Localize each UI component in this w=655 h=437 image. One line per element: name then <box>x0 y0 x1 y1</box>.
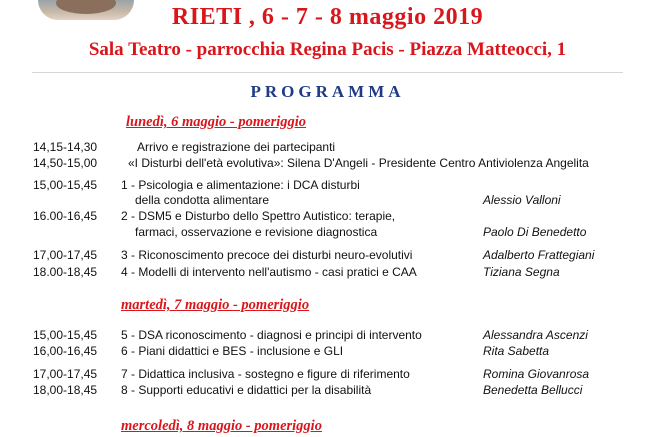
row-time: 17,00-17,45 <box>33 248 98 262</box>
row-speaker: Paolo Di Benedetto <box>483 225 587 239</box>
row-text: farmaci, osservazione e revisione diagnostica <box>135 225 378 239</box>
row-time: 14,15-14,30 <box>33 140 98 154</box>
row-text: Arrivo e registrazione dei partecipanti <box>137 140 336 154</box>
row-time: 15,00-15,45 <box>33 328 98 342</box>
row-text: 1 - Psicologia e alimentazione: i DCA disturbi <box>121 178 360 192</box>
row-speaker: Romina Giovanrosa <box>483 367 590 381</box>
row-text: 6 - Piani didattici e BES - inclusione e GLI <box>121 344 344 358</box>
event-title: RIETI , 6 - 7 - 8 maggio 2019 <box>171 4 484 30</box>
header-divider <box>32 72 623 73</box>
row-text: 2 - DSM5 e Disturbo dello Spettro Autistico: terapie, <box>121 209 396 223</box>
event-venue: Sala Teatro - parrocchia Regina Pacis - Piazza Matteocci, 1 <box>88 39 567 60</box>
row-text: «I Disturbi dell'età evolutiva»: Silena D'Angeli - Presidente Centro Antiviolenza Angelita <box>128 156 589 170</box>
day-heading-wednesday: mercoledì, 8 maggio - pomeriggio <box>121 418 322 434</box>
row-text: 8 - Supporti educativi e didattici per la disabilità <box>121 383 372 397</box>
row-time: 16.00-16,45 <box>33 209 98 223</box>
row-time: 17,00-17,45 <box>33 367 98 381</box>
row-time: 14,50-15,00 <box>33 156 98 170</box>
row-speaker: Alessandra Ascenzi <box>483 328 588 342</box>
row-text: 5 - DSA riconoscimento - diagnosi e principi di intervento <box>121 328 422 342</box>
row-speaker: Alessio Valloni <box>483 193 561 207</box>
row-text: 4 - Modelli di intervento nell'autismo - casi pratici e CAA <box>121 265 417 279</box>
row-time: 16,00-16,45 <box>33 344 98 358</box>
row-time: 15,00-15,45 <box>33 178 98 192</box>
row-speaker: Adalberto Frattegiani <box>483 248 595 262</box>
row-speaker: Tiziana Segna <box>483 265 560 279</box>
row-speaker: Benedetta Bellucci <box>483 383 583 397</box>
row-text: 3 - Riconoscimento precoce dei disturbi neuro-evolutivi <box>121 248 413 262</box>
row-text: della condotta alimentare <box>135 193 270 207</box>
row-time: 18,00-18,45 <box>33 383 98 397</box>
day-heading-monday: lunedì, 6 maggio - pomeriggio <box>126 114 307 130</box>
day-heading-tuesday: martedì, 7 maggio - pomeriggio <box>121 297 310 313</box>
section-title: PROGRAMMA <box>250 82 405 101</box>
row-speaker: Rita Sabetta <box>483 344 550 358</box>
row-text: 7 - Didattica inclusiva - sostegno e figure di riferimento <box>121 367 410 381</box>
row-time: 18.00-18,45 <box>33 265 98 279</box>
